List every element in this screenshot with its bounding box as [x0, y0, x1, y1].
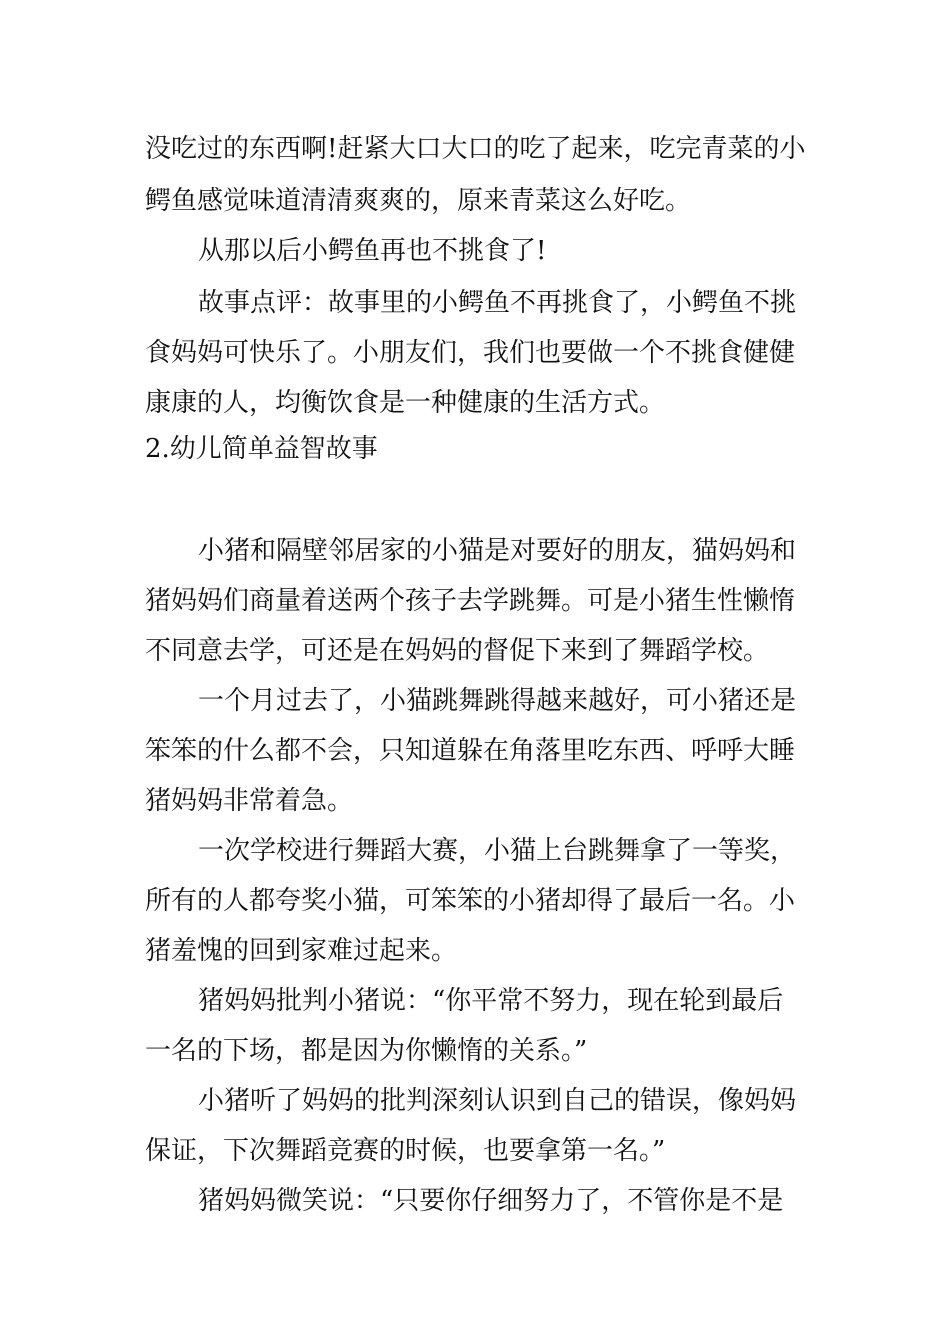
paragraph-line: 所有的人都夸奖小猫，可笨笨的小猪却得了最后一名。小 — [145, 886, 796, 916]
paragraph-line: 鳄鱼感觉味道清清爽爽的，原来青菜这么好吃。 — [145, 186, 692, 216]
paragraph-line: 猪妈妈们商量着送两个孩子去学跳舞。可是小猪生性懒惰 — [145, 586, 796, 616]
paragraph-line: 食妈妈可快乐了。小朋友们，我们也要做一个不挑食健健 — [145, 338, 796, 368]
paragraph-line: 不同意去学，可还是在妈妈的督促下来到了舞蹈学校。 — [145, 636, 770, 666]
paragraph-line: 小猪听了妈妈的批判深刻认识到自己的错误，像妈妈 — [198, 1086, 797, 1116]
section-heading: 2.幼儿简单益智故事 — [145, 434, 378, 464]
paragraph-line: 从那以后小鳄鱼再也不挑食了! — [198, 236, 547, 266]
paragraph-line: 一名的下场，都是因为你懒惰的关系。” — [145, 1036, 588, 1066]
paragraph-line: 猪羞愧的回到家难过起来。 — [145, 936, 458, 966]
paragraph-line: 故事点评：故事里的小鳄鱼不再挑食了，小鳄鱼不挑 — [198, 288, 797, 318]
paragraph-line: 康康的人，均衡饮食是一种健康的生活方式。 — [145, 388, 666, 418]
paragraph-line: 没吃过的东西啊!赶紧大口大口的吃了起来，吃完青菜的小 — [145, 134, 806, 164]
paragraph-line: 笨笨的什么都不会，只知道躲在角落里吃东西、呼呼大睡 — [145, 736, 796, 766]
paragraph-line: 猪妈妈非常着急。 — [145, 786, 354, 816]
paragraph-line: 猪妈妈批判小猪说：“你平常不努力，现在轮到最后 — [198, 986, 784, 1016]
paragraph-line: 保证，下次舞蹈竞赛的时候，也要拿第一名。” — [145, 1136, 666, 1166]
paragraph-line: 一次学校进行舞蹈大赛，小猫上台跳舞拿了一等奖， — [198, 836, 797, 866]
paragraph-line: 猪妈妈微笑说：“只要你仔细努力了，不管你是不是 — [198, 1186, 784, 1216]
paragraph-line: 一个月过去了，小猫跳舞跳得越来越好，可小猪还是 — [198, 686, 797, 716]
paragraph-line: 小猪和隔壁邻居家的小猫是对要好的朋友，猫妈妈和 — [198, 536, 797, 566]
